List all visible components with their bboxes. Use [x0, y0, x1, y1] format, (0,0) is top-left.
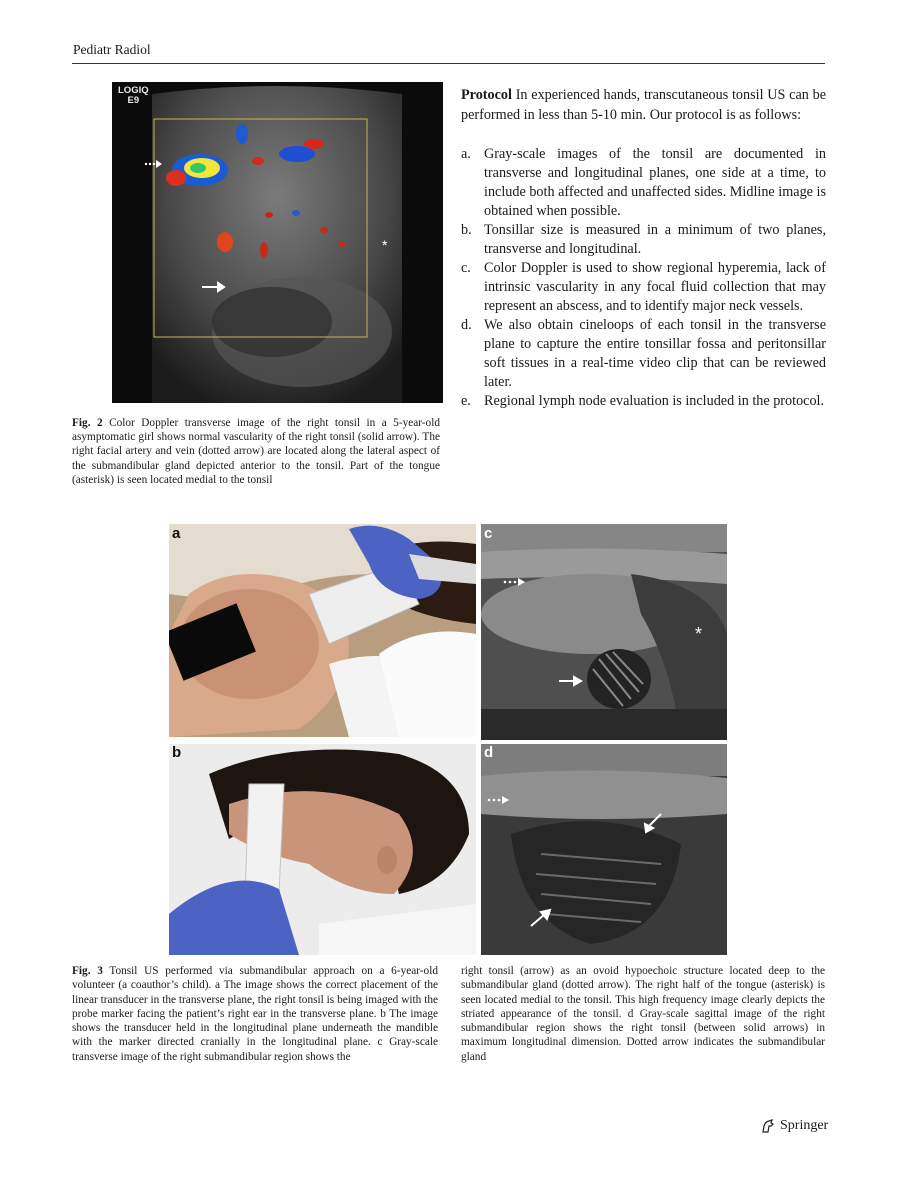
list-text: Regional lymph node evaluation is included in the protocol.: [484, 393, 825, 409]
list-item: [461, 221, 826, 259]
protocol-list: [461, 145, 826, 411]
fig2-doppler-image: [112, 82, 443, 403]
springer-horse-icon: [760, 1118, 776, 1134]
panel-a-label: a: [172, 525, 181, 542]
fig3-panel-c-ultrasound: [481, 524, 727, 740]
publisher-name: Springer: [780, 1118, 829, 1133]
list-item: [461, 392, 826, 411]
panel-a-graphic: [169, 524, 476, 737]
fig2-caption-text: Color Doppler transverse image of the right tonsil in a 5-year-old asymptomatic girl shows normal vascularity of the right tonsil (solid arrow). The right facial artery and vein (dotted arrow) are located along the lateral aspect of the submandibular gland depicted anterior to the tonsil. Part of the tongue (asterisk) is seen located medial to the tonsil: [72, 417, 440, 486]
header-rule: [72, 63, 825, 64]
asterisk-marker: *: [382, 237, 388, 253]
fig2-caption: [72, 416, 440, 487]
list-text: Color Doppler is used to show regional hyperemia, lack of intrinsic vascularity in any focal fluid collection that may represent an abscess, and to identify major neck vessels.: [484, 260, 826, 314]
logo-line1: LOGIQ: [118, 85, 149, 96]
fig2-ultrasound-graphic: [112, 82, 443, 403]
list-text: Gray-scale images of the tonsil are documented in transverse and longitudinal planes, one side at a time, to include both affected and unaffected sides. Midline image is obtained when possible.: [484, 146, 826, 219]
list-text: Tonsillar size is measured in a minimum of two planes, transverse and longitudinal.: [484, 222, 826, 257]
list-item: [461, 259, 826, 316]
protocol-heading: Protocol: [461, 87, 512, 103]
asterisk-marker: *: [695, 624, 703, 644]
panel-d-label: d: [484, 744, 494, 761]
list-text: We also obtain cineloops of each tonsil in the transverse plane to capture the entire tonsillar fossa and peritonsillar soft tissues in a real-time video clip that can be reviewed later.: [484, 317, 826, 390]
protocol-intro: In experienced hands, transcutaneous tonsil US can be performed in less than 5-10 min. Our protocol is as follows:: [461, 87, 826, 123]
list-item: [461, 316, 826, 392]
logo-line2: E9: [127, 95, 140, 106]
fig2-caption-label: Fig. 2: [72, 417, 103, 429]
list-marker: d.: [461, 317, 472, 333]
protocol-paragraph: [461, 85, 826, 125]
list-marker: e.: [461, 393, 471, 409]
publisher-footer: [760, 1118, 828, 1134]
fig3-caption-left: [72, 964, 438, 1064]
ultrasound-logo: [118, 86, 149, 106]
fig3-caption-left-text: Tonsil US performed via submandibular approach on a 6-year-old volunteer (a coauthor’s child). a The image shows the correct placement of the linear transducer in the transverse plane, the right tonsil is being imaged with the probe marker facing the patient’s right ear in the transverse plane. b The image shows the transducer held in the longitudinal plane underneath the mandible with the marker directed cranially in the longitudinal plane. c Gray-scale transverse image of the right submandibular region shows the: [72, 965, 438, 1063]
panel-c-graphic: [481, 524, 727, 740]
panel-c-label: c: [484, 525, 493, 542]
list-marker: b.: [461, 222, 472, 238]
list-item: [461, 145, 826, 221]
fig3-panel-b-photo: [169, 744, 476, 955]
fig3-panel-a-photo: [169, 524, 476, 737]
panel-d-graphic: [481, 744, 727, 955]
panel-b-graphic: [169, 744, 476, 955]
fig3-panel-d-ultrasound: [481, 744, 727, 955]
list-marker: c.: [461, 260, 471, 276]
running-head: Pediatr Radiol: [73, 42, 151, 57]
panel-b-label: b: [172, 744, 182, 761]
list-marker: a.: [461, 146, 471, 162]
fig3-caption-right: right tonsil (arrow) as an ovoid hypoechoic structure located deep to the submandibular gland (dotted arrow). The right half of the tongue (asterisk) is seen located medial to the tonsil. This high frequency image clearly depicts the striated appearance of the tonsil. d Gray-scale sagittal image of the right submandibular region shows the right tonsil (between solid arrows) in maximum longitudinal dimension. Dotted arrow indicates the submandibular gland: [461, 965, 825, 1063]
fig3-caption-label: Fig. 3: [72, 965, 103, 977]
